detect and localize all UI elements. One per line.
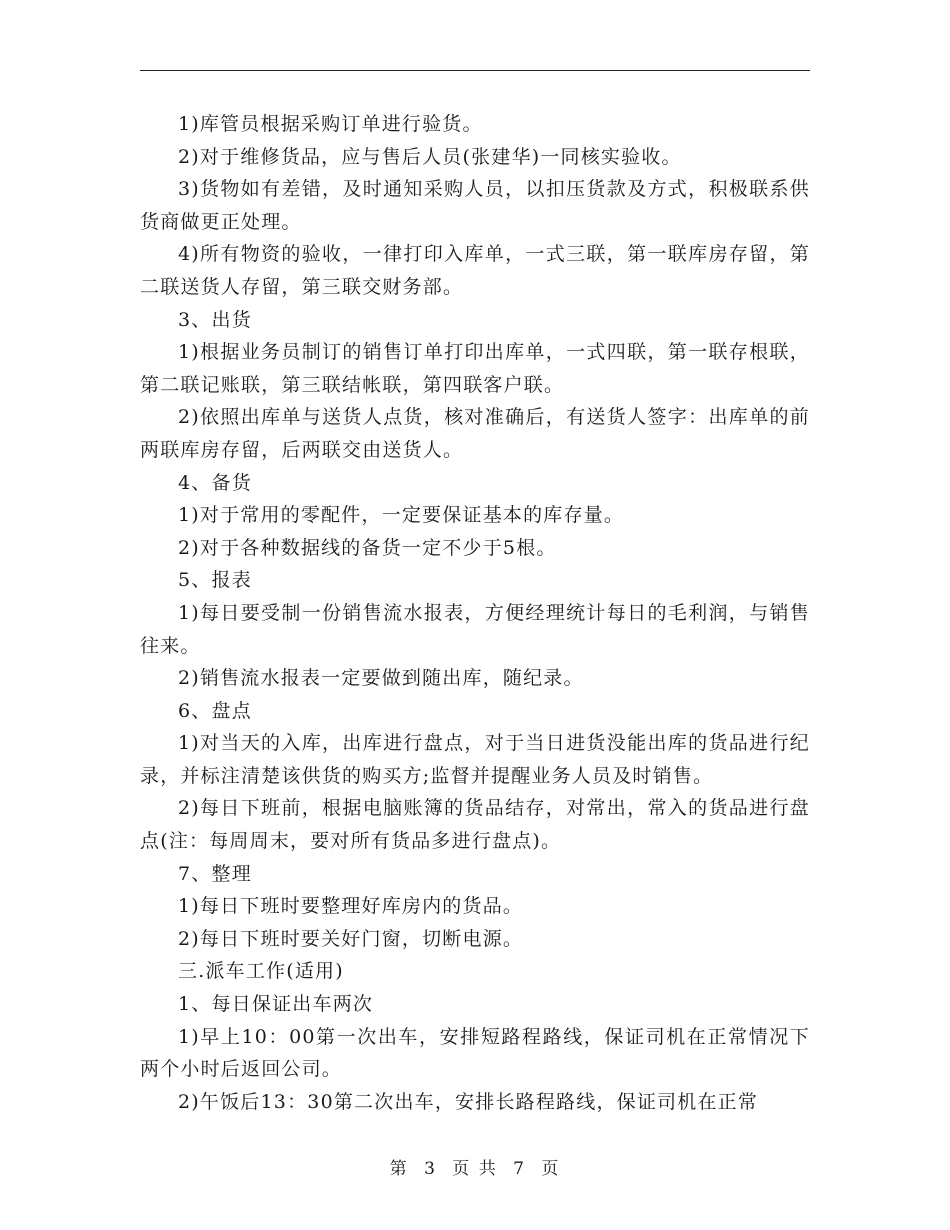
page-number: 3 [424, 1159, 437, 1179]
page-total: 7 [513, 1159, 526, 1179]
paragraph: 2)午饭后13：30第二次出车，安排长路程路线，保证司机在正常 [178, 1090, 759, 1113]
header-rule [140, 70, 810, 71]
paragraph: 2)依照出库单与送货人点货，核对准确后，有送货人签字：出库单的前两联库房存留，后两联交由送货人。 [140, 406, 810, 461]
footer-middle: 页 共 [452, 1159, 498, 1179]
paragraph: 1)每日要受制一份销售流水报表，方便经理统计每日的毛利润，与销售往来。 [140, 601, 810, 657]
paragraph: 2)销售流水报表一定要做到随出库，随纪录。 [178, 667, 584, 690]
footer-prefix: 第 [389, 1159, 409, 1179]
section-heading: 4、备货 [178, 471, 252, 494]
section-heading: 6、盘点 [178, 699, 252, 722]
chapter-heading: 三.派车工作(适用) [178, 960, 344, 983]
paragraph: 1)对当天的入库，出库进行盘点，对于当日进货没能出库的货品进行纪录，并标注清楚该供货的购买方;监督并提醒业务人员及时销售。 [140, 732, 810, 787]
paragraph: 2)对于维修货品，应与售后人员(张建华)一同核实验收。 [178, 145, 682, 168]
paragraph: 1)对于常用的零配件，一定要保证基本的库存量。 [178, 504, 625, 527]
document-body [140, 108, 810, 1118]
paragraph: 1)库管员根据采购订单进行验货。 [178, 113, 483, 135]
paragraph: 2)对于各种数据线的备货一定不少于5根。 [178, 536, 557, 559]
section-heading: 3、出货 [178, 308, 252, 331]
paragraph: 2)每日下班时要关好门窗，切断电源。 [178, 927, 524, 950]
footer-suffix: 页 [541, 1159, 561, 1179]
paragraph: 4)所有物资的验收，一律打印入库单，一式三联，第一联库房存留，第二联送货人存留，第三联交财务部。 [140, 243, 810, 298]
paragraph: 1)每日下班时要整理好库房内的货品。 [178, 895, 524, 918]
paragraph: 3)货物如有差错，及时通知采购人员，以扣压货款及方式，积极联系供货商做更正处理。 [140, 178, 810, 233]
section-heading: 5、报表 [178, 569, 252, 592]
paragraph: 1)早上10：00第一次出车，安排短路程路线，保证司机在正常情况下两个小时后返回公司。 [140, 1025, 810, 1081]
section-heading: 7、整理 [178, 862, 252, 885]
section-heading: 1、每日保证出车两次 [178, 993, 374, 1016]
page-footer [0, 1154, 950, 1179]
paragraph: 1)根据业务员制订的销售订单打印出库单，一式四联，第一联存根联，第二联记账联，第三联结帐联，第四联客户联。 [140, 341, 810, 396]
paragraph: 2)每日下班前，根据电脑账簿的货品结存，对常出，常入的货品进行盘点(注：每周周末，要对所有货品多进行盘点)。 [140, 797, 810, 853]
